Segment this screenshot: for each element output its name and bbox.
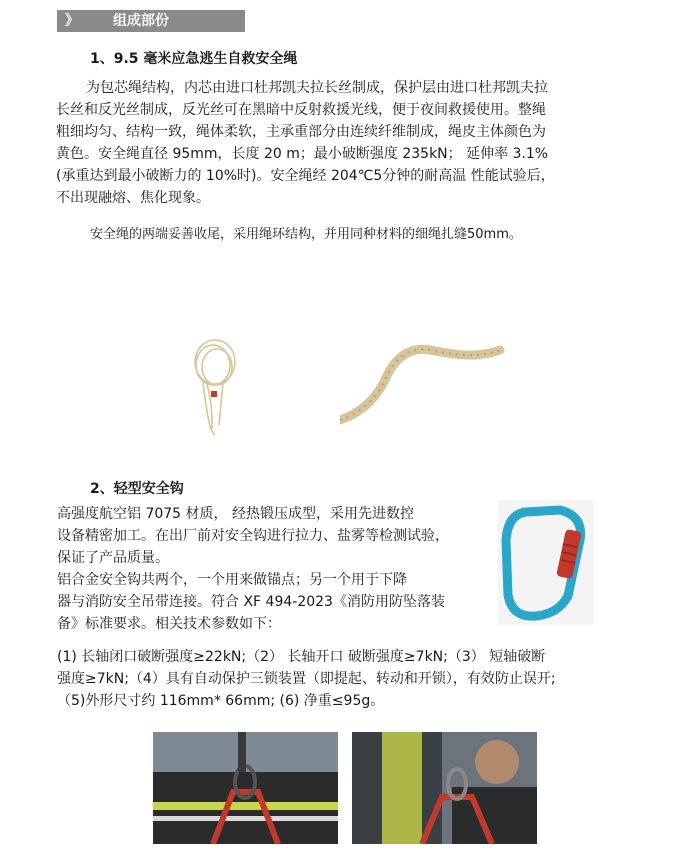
text-line: 强度≥7kN;（4）具有自动保护三锁装置（即提起、转动和开锁），有效防止误开;: [57, 671, 556, 687]
section1-paragraph: [56, 77, 626, 209]
carabiner-icon: [498, 500, 593, 625]
firefighter-photo-1: [153, 732, 338, 844]
rope-closeup-photo: [340, 320, 505, 430]
firefighter-carabiner-icon: [352, 732, 537, 844]
text-line: （5)外形尺寸约 116mm* 66mm; (6) 净重≤95g。: [57, 693, 385, 709]
text-line: (1) 长轴闭口破断强度≥22kN;（2） 长轴开口 破断强度≥7kN;（3） 短轴破断: [57, 649, 546, 665]
text-line: 铝合金安全钩共两个，一个用来做锚点；另一个用于下降: [57, 572, 407, 588]
text-line: (承重达到最小破断力的 10%时)。安全绳经 204℃5分钟的耐高温 性能试验后，: [56, 168, 555, 184]
rope-coil-photo: [185, 327, 245, 437]
technical-parameters: [57, 646, 637, 712]
rope-strand-icon: [340, 320, 505, 430]
banner-title: 组成部份: [113, 13, 169, 29]
section1-heading: 1、9.5 毫米应急逃生自救安全绳: [90, 51, 298, 67]
text-line: 粗细均匀、结构一致，绳体柔软，主承重部分由连续纤维制成，绳皮主体颜色为: [56, 124, 546, 140]
text-line: 不出现融熔、焦化现象。: [56, 190, 210, 206]
section2-heading: 2、轻型安全钩: [90, 481, 184, 497]
text-line: 长丝和反光丝制成，反光丝可在黑暗中反射救援光线，便于夜间救援使用。整绳: [56, 102, 546, 118]
firefighter-harness-icon: [153, 732, 338, 844]
firefighter-photo-2: [352, 732, 537, 844]
text-line: 黄色。安全绳直径 95mm，长度 20 m；最小破断强度 235kN； 延伸率 3.1%: [56, 146, 549, 162]
text-line: 为包芯绳结构，内芯由进口杜邦凯夫拉长丝制成，保护层由进口杜邦凯夫拉: [86, 80, 548, 96]
chevron-icon: 》: [65, 13, 79, 29]
text-line: 备》标准要求。相关技术参数如下：: [57, 616, 281, 632]
section2-paragraph: [57, 503, 449, 635]
section1-paragraph-2: 安全绳的两端妥善收尾，采用绳环结构，并用同种材料的细绳扎缝50mm。: [90, 227, 522, 242]
section-banner: [57, 10, 245, 32]
text-line: 器与消防安全吊带连接。符合 XF 494-2023《消防用防坠落装: [57, 594, 445, 610]
rope-coil-icon: [185, 327, 245, 437]
carabiner-photo: [498, 500, 593, 625]
text-line: 高强度航空铝 7075 材质， 经热锻压成型，采用先进数控: [57, 506, 414, 522]
text-line: 保证了产品质量。: [57, 550, 169, 566]
text-line: 设备精密加工。在出厂前对安全钩进行拉力、盐雾等检测试验，: [57, 528, 449, 544]
